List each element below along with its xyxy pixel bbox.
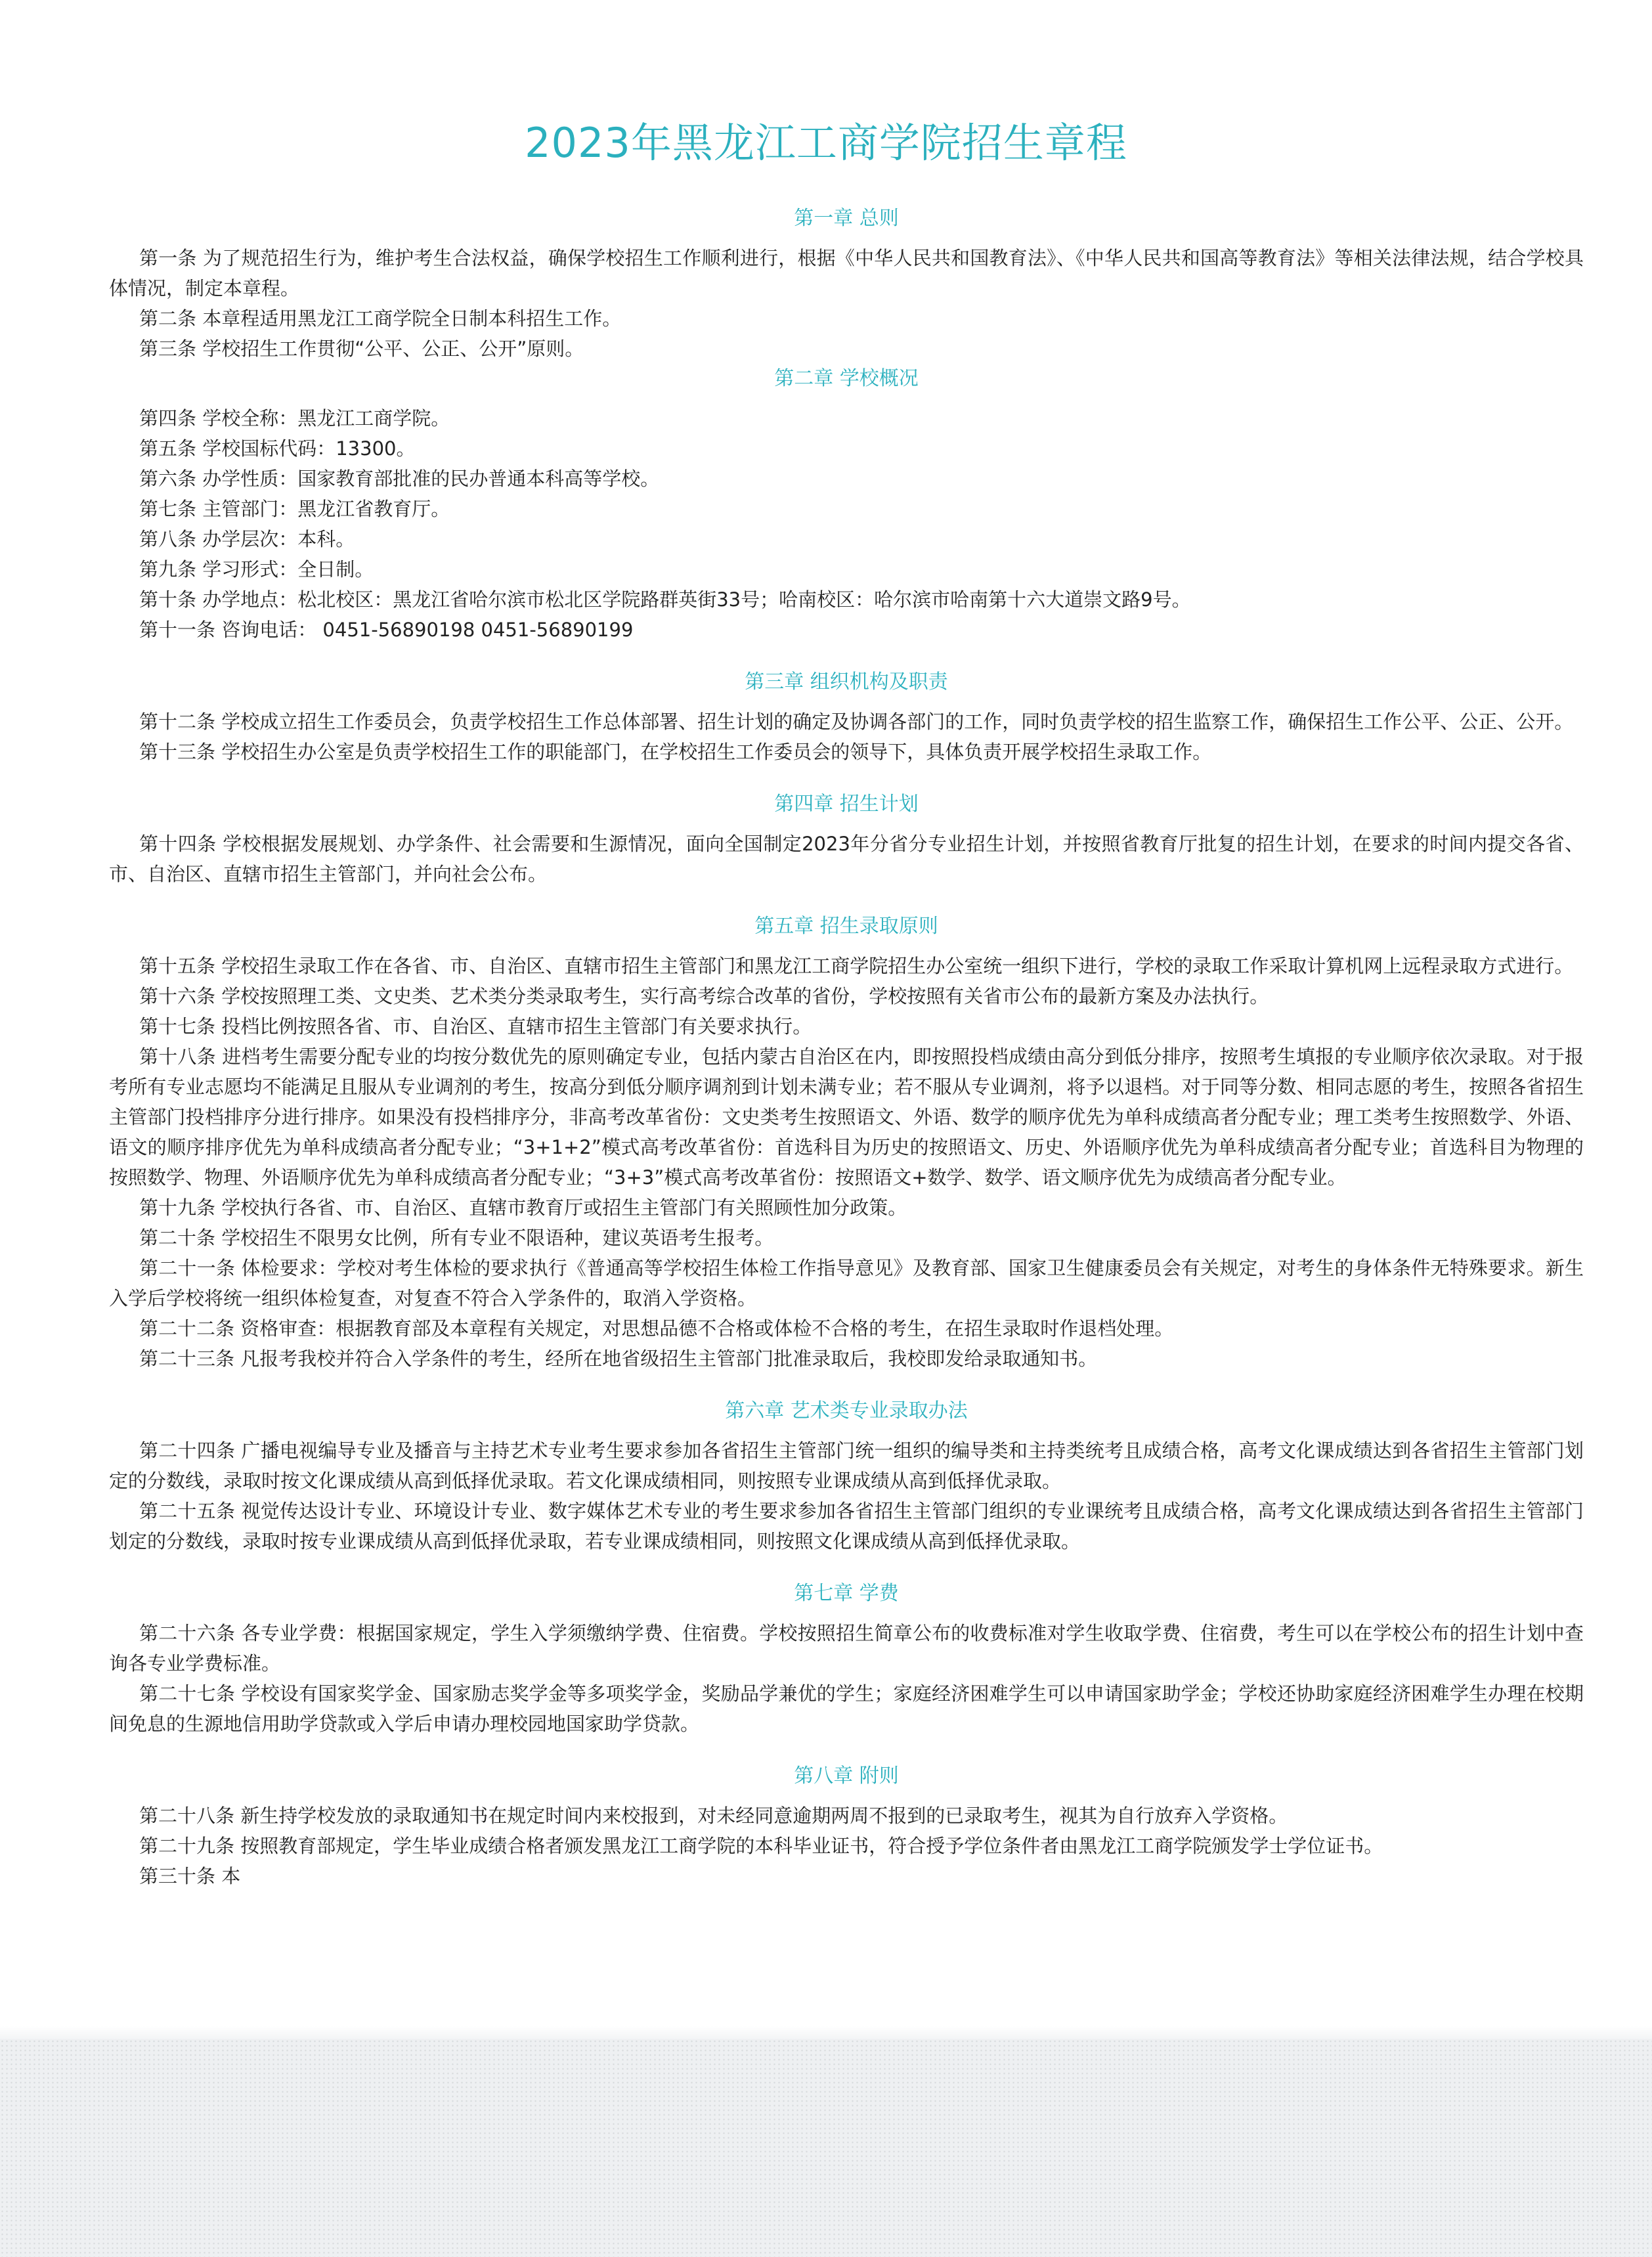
chapter-5 [109, 911, 1584, 1374]
chapter-7 [109, 1579, 1584, 1739]
article: 第十二条 学校成立招生工作委员会，负责学校招生工作总体部署、招生计划的确定及协调各部门的工作，同时负责学校的招生监察工作，确保招生工作公平、公正、公开。 [139, 711, 1574, 733]
article: 第七条 主管部门：黑龙江省教育厅。 [139, 498, 450, 520]
chapter-heading: 第六章 艺术类专业录取办法 [725, 1399, 968, 1422]
article: 第三十条 本 [139, 1865, 241, 1887]
article: 第二十四条 广播电视编导专业及播音与主持艺术专业考生要求参加各省招生主管部门统一组织的编导类和主持类统考且成绩合格，高考文化课成绩达到各省招生主管部门划定的分数线，录取时按文化课成绩从高到低择优录取。若文化课成绩相同，则按照专业课成绩从高到低择优录取。 [109, 1439, 1584, 1492]
article: 第十五条 学校招生录取工作在各省、市、自治区、直辖市招生主管部门和黑龙江工商学院招生办公室统一组织下进行，学校的录取工作采取计算机网上远程录取方式进行。 [139, 955, 1574, 977]
article: 第十条 办学地点：松北校区：黑龙江省哈尔滨市松北区学院路群英街33号；哈南校区：哈尔滨市哈南第十六大道崇文路9号。 [139, 588, 1191, 611]
article: 第十四条 学校根据发展规划、办学条件、社会需要和生源情况，面向全国制定2023年分省分专业招生计划，并按照省教育厅批复的招生计划，在要求的时间内提交各省、市、自治区、直辖市招生主管部门，并向社会公布。 [109, 833, 1584, 885]
document-body [109, 204, 1584, 1891]
chapter-heading: 第三章 组织机构及职责 [745, 670, 948, 693]
chapter-8 [109, 1761, 1584, 1891]
article: 第十九条 学校执行各省、市、自治区、直辖市教育厅或招生主管部门有关照顾性加分政策。 [139, 1196, 907, 1219]
chapter-heading: 第五章 招生录取原则 [754, 915, 938, 938]
article: 第五条 学校国标代码：13300。 [139, 437, 416, 460]
article: 第十七条 投档比例按照各省、市、自治区、直辖市招生主管部门有关要求执行。 [139, 1015, 812, 1038]
chapter-2 [109, 364, 1584, 645]
chapter-heading: 第七章 学费 [794, 1582, 899, 1605]
article: 第一条 为了规范招生行为，维护考生合法权益，确保学校招生工作顺利进行，根据《中华人民共和国教育法》、《中华人民共和国高等教育法》等相关法律法规，结合学校具体情况，制定本章程。 [109, 247, 1584, 299]
article: 第二条 本章程适用黑龙江工商学院全日制本科招生工作。 [139, 307, 622, 330]
article: 第二十三条 凡报考我校并符合入学条件的考生，经所在地省级招生主管部门批准录取后，我校即发给录取通知书。 [139, 1348, 1098, 1370]
chapter-heading: 第二章 学校概况 [774, 367, 919, 390]
chapter-4 [109, 789, 1584, 889]
article: 第二十一条 体检要求：学校对考生体检的要求执行《普通高等学校招生体检工作指导意见》及教育部、国家卫生健康委员会有关规定，对考生的身体条件无特殊要求。新生入学后学校将统一组织体检复查，对复查不符合入学条件的，取消入学资格。 [109, 1257, 1584, 1309]
article: 第二十五条 视觉传达设计专业、环境设计专业、数字媒体艺术专业的考生要求参加各省招生主管部门组织的专业课统考且成绩合格，高考文化课成绩达到各省招生主管部门划定的分数线，录取时按专业课成绩从高到低择优录取，若专业课成绩相同，则按照文化课成绩从高到低择优录取。 [109, 1500, 1584, 1552]
chapter-heading: 第八章 附则 [794, 1764, 899, 1787]
article: 第九条 学习形式：全日制。 [139, 558, 374, 581]
article: 第六条 办学性质：国家教育部批准的民办普通本科高等学校。 [139, 468, 660, 490]
article: 第十八条 进档考生需要分配专业的均按分数优先的原则确定专业，包括内蒙古自治区在内，即按照投档成绩由高分到低分排序，按照考生填报的专业顺序依次录取。对于报考所有专业志愿均不能满足且服从专业调剂的考生，按高分到低分顺序调剂到计划未满专业；若不服从专业调剂，将予以退档。对于同等分数、相同志愿的考生，按照各省招生主管部门投档排序分进行排序。如果没有投档排序分，非高考改革省份：文史类考生按照语文、外语、数学的顺序优先为单科成绩高者分配专业；理工类考生按照数学、外语、语文的顺序排序优先为单科成绩高者分配专业；“3+1+2”模式高考改革省份：首选科目为历史的按照语文、历史、外语顺序优先为单科成绩高者分配专业；首选科目为物理的按照数学、物理、外语顺序优先为单科成绩高者分配专业；“3+3”模式高考改革省份：按照语文+数学、数学、语文顺序优先为成绩高者分配专业。 [109, 1045, 1584, 1189]
document-title: 2023年黑龙江工商学院招生章程 [525, 119, 1127, 167]
article: 第十一条 咨询电话： 0451-56890198 0451-56890199 [139, 619, 634, 641]
article: 第四条 学校全称：黑龙江工商学院。 [139, 407, 450, 429]
chapter-heading: 第四章 招生计划 [774, 793, 919, 816]
content-mask-overlay [0, 2039, 1652, 2257]
chapter-6 [109, 1396, 1584, 1556]
article: 第二十八条 新生持学校发放的录取通知书在规定时间内来校报到，对未经同意逾期两周不报到的已录取考生，视其为自行放弃入学资格。 [139, 1805, 1288, 1827]
article: 第二十七条 学校设有国家奖学金、国家励志奖学金等多项奖学金，奖励品学兼优的学生；家庭经济困难学生可以申请国家助学金；学校还协助家庭经济困难学生办理在校期间免息的生源地信用助学贷款或入学后申请办理校园地国家助学贷款。 [109, 1682, 1584, 1735]
article: 第二十条 学校招生不限男女比例，所有专业不限语种，建议英语考生报考。 [139, 1227, 774, 1249]
chapter-1 [109, 204, 1584, 364]
article: 第二十二条 资格审查：根据教育部及本章程有关规定，对思想品德不合格或体检不合格的考生，在招生录取时作退档处理。 [139, 1317, 1174, 1340]
article: 第三条 学校招生工作贯彻“公平、公正、公开”原则。 [139, 338, 584, 360]
chapter-3 [109, 667, 1584, 767]
chapter-heading: 第一章 总则 [794, 207, 899, 230]
article: 第八条 办学层次：本科。 [139, 528, 355, 550]
article: 第二十六条 各专业学费：根据国家规定，学生入学须缴纳学费、住宿费。学校按照招生简章公布的收费标准对学生收取学费、住宿费，考生可以在学校公布的招生计划中查询各专业学费标准。 [109, 1622, 1584, 1675]
article: 第十六条 学校按照理工类、文史类、艺术类分类录取考生，实行高考综合改革的省份，学校按照有关省市公布的最新方案及办法执行。 [139, 985, 1269, 1007]
article: 第十三条 学校招生办公室是负责学校招生工作的职能部门，在学校招生工作委员会的领导下，具体负责开展学校招生录取工作。 [139, 741, 1212, 763]
article: 第二十九条 按照教育部规定，学生毕业成绩合格者颁发黑龙江工商学院的本科毕业证书，符合授予学位条件者由黑龙江工商学院颁发学士学位证书。 [139, 1835, 1383, 1857]
